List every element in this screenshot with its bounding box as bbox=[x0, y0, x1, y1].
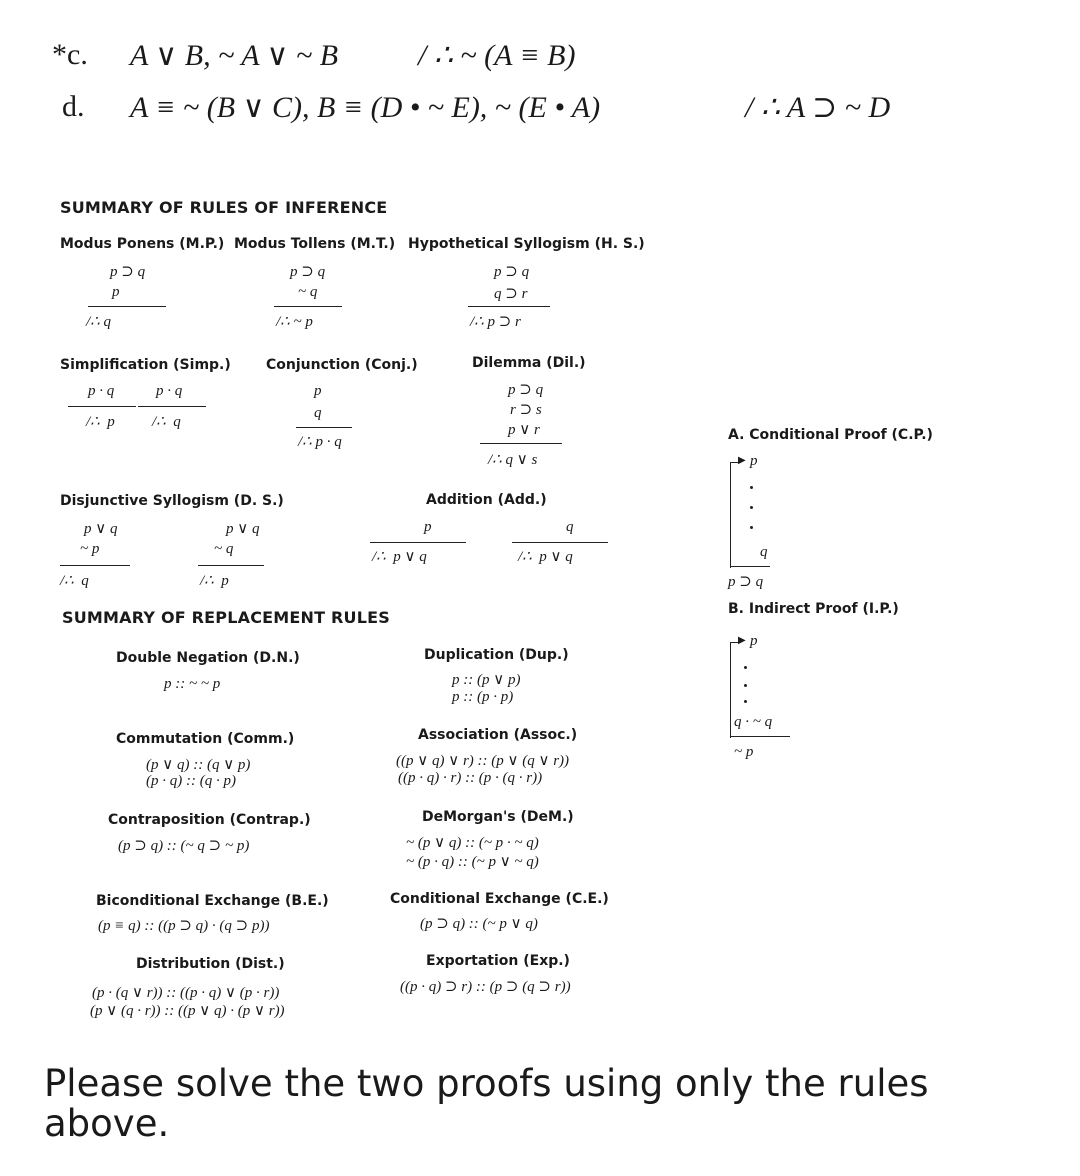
add-a-line1: p bbox=[424, 519, 432, 535]
disjunctive-syllogism-name: Disjunctive Syllogism (D. S.) bbox=[60, 493, 284, 509]
problem-d-premises: A ≡ ~ (B ∨ C), B ≡ (D • ~ E), ~ (E • A) bbox=[130, 91, 601, 124]
dem-formula1: ~ (p ∨ q) :: (~ p · ~ q) bbox=[406, 835, 539, 851]
cp-arrow-head-icon: ▶ bbox=[738, 455, 746, 466]
conj-rule-line bbox=[296, 427, 352, 428]
ip-last-line: q · ~ q bbox=[734, 714, 773, 730]
ip-assumption: p bbox=[750, 633, 758, 649]
cp-assumption: p bbox=[750, 453, 758, 469]
hs-line2: q ⊃ r bbox=[494, 286, 528, 302]
assoc-formula2: ((p · q) · r) :: (p · (q · r)) bbox=[398, 770, 543, 786]
dem-formula2: ~ (p · q) :: (~ p ∨ ~ q) bbox=[406, 854, 539, 870]
dn-formula: p :: ~ ~ p bbox=[164, 676, 221, 692]
dup-formula1: p :: (p ∨ p) bbox=[452, 672, 521, 688]
simp-b-conclusion: /∴ q bbox=[152, 414, 181, 430]
mt-line1: p ⊃ q bbox=[290, 264, 326, 280]
comm-formula1: (p ∨ q) :: (q ∨ p) bbox=[146, 757, 251, 773]
ds-b-line2: ~ q bbox=[214, 541, 234, 557]
hs-conclusion: /∴ p ⊃ r bbox=[470, 314, 521, 330]
cp-dot-3 bbox=[750, 526, 753, 529]
mt-line2: ~ q bbox=[298, 284, 318, 300]
be-formula: (p ≡ q) :: ((p ⊃ q) · (q ⊃ p)) bbox=[98, 918, 270, 934]
biconditional-exchange-name: Biconditional Exchange (B.E.) bbox=[96, 893, 329, 909]
dist-formula1: (p · (q ∨ r)) :: ((p · q) ∨ (p · r)) bbox=[92, 985, 280, 1001]
duplication-name: Duplication (Dup.) bbox=[424, 647, 569, 663]
simp-a-rule-line bbox=[68, 406, 136, 407]
ip-close-line bbox=[730, 736, 790, 737]
dil-rule-line bbox=[480, 443, 562, 444]
replacement-section-title: SUMMARY OF REPLACEMENT RULES bbox=[62, 608, 390, 627]
assoc-formula1: ((p ∨ q) ∨ r) :: (p ∨ (q ∨ r)) bbox=[396, 753, 570, 769]
distribution-name: Distribution (Dist.) bbox=[136, 956, 285, 972]
problem-c-label: *c. bbox=[52, 38, 88, 71]
conditional-proof-title: A. Conditional Proof (C.P.) bbox=[728, 427, 933, 443]
add-a-conclusion: /∴ p ∨ q bbox=[372, 549, 427, 565]
conjunction-name: Conjunction (Conj.) bbox=[266, 357, 418, 373]
contrap-formula: (p ⊃ q) :: (~ q ⊃ ~ p) bbox=[118, 838, 250, 854]
dil-conclusion: /∴ q ∨ s bbox=[488, 452, 538, 468]
mt-rule-line bbox=[274, 306, 342, 307]
conj-line1: p bbox=[314, 383, 322, 399]
modus-ponens-name: Modus Ponens (M.P.) bbox=[60, 236, 225, 252]
addition-name: Addition (Add.) bbox=[426, 492, 547, 508]
simplification-name: Simplification (Simp.) bbox=[60, 357, 231, 373]
ip-dot-3 bbox=[744, 700, 747, 703]
cp-close-line bbox=[730, 566, 770, 567]
ds-a-line1: p ∨ q bbox=[84, 521, 118, 537]
simp-b-line1: p · q bbox=[156, 383, 183, 399]
commutation-name: Commutation (Comm.) bbox=[116, 731, 295, 747]
ds-b-line1: p ∨ q bbox=[226, 521, 260, 537]
exportation-name: Exportation (Exp.) bbox=[426, 953, 570, 969]
double-negation-name: Double Negation (D.N.) bbox=[116, 650, 300, 666]
inference-section-title: SUMMARY OF RULES OF INFERENCE bbox=[60, 198, 388, 217]
cp-result: p ⊃ q bbox=[728, 574, 764, 590]
simp-a-line1: p · q bbox=[88, 383, 115, 399]
dup-formula2: p :: (p · p) bbox=[452, 689, 514, 705]
ip-result: ~ p bbox=[734, 744, 754, 760]
mp-line1: p ⊃ q bbox=[110, 264, 146, 280]
hs-rule-line bbox=[468, 306, 550, 307]
association-name: Association (Assoc.) bbox=[418, 727, 578, 743]
ip-scope-line bbox=[730, 642, 731, 738]
cp-dot-2 bbox=[750, 506, 753, 509]
add-b-conclusion: /∴ p ∨ q bbox=[518, 549, 573, 565]
dil-line1: p ⊃ q bbox=[508, 382, 544, 398]
hypothetical-syllogism-name: Hypothetical Syllogism (H. S.) bbox=[408, 236, 645, 252]
mp-line2: p bbox=[112, 284, 120, 300]
add-b-line1: q bbox=[566, 519, 574, 535]
dist-formula2: (p ∨ (q · r)) :: ((p ∨ q) · (p ∨ r)) bbox=[90, 1003, 285, 1019]
request-text: Please solve the two proofs using only the rules above. bbox=[44, 1062, 929, 1145]
problem-c-premises: A ∨ B, ~ A ∨ ~ B bbox=[130, 39, 339, 72]
cp-scope-line bbox=[730, 462, 731, 568]
dilemma-name: Dilemma (Dil.) bbox=[472, 355, 586, 371]
cp-last-line: q bbox=[760, 544, 768, 560]
problem-d-label: d. bbox=[62, 90, 85, 123]
ip-arrow-head-icon: ▶ bbox=[738, 635, 746, 646]
demorgans-name: DeMorgan's (DeM.) bbox=[422, 809, 574, 825]
comm-formula2: (p · q) :: (q · p) bbox=[146, 773, 236, 789]
indirect-proof-title: B. Indirect Proof (I.P.) bbox=[728, 601, 899, 617]
mp-rule-line bbox=[88, 306, 166, 307]
ce-formula: (p ⊃ q) :: (~ p ∨ q) bbox=[420, 916, 538, 932]
dil-line3: p ∨ r bbox=[508, 422, 540, 438]
modus-tollens-name: Modus Tollens (M.T.) bbox=[234, 236, 396, 252]
simp-a-conclusion: /∴ p bbox=[86, 414, 115, 430]
ip-dot-1 bbox=[744, 666, 747, 669]
ds-b-rule-line bbox=[198, 565, 264, 566]
hs-line1: p ⊃ q bbox=[494, 264, 530, 280]
dil-line2: r ⊃ s bbox=[510, 402, 542, 418]
ds-b-conclusion: /∴ p bbox=[200, 573, 229, 589]
simp-b-rule-line bbox=[138, 406, 206, 407]
cp-dot-1 bbox=[750, 486, 753, 489]
ds-a-rule-line bbox=[60, 565, 130, 566]
add-a-rule-line bbox=[370, 542, 466, 543]
ds-a-conclusion: /∴ q bbox=[60, 573, 89, 589]
ds-a-line2: ~ p bbox=[80, 541, 100, 557]
conj-conclusion: /∴ p · q bbox=[298, 434, 342, 450]
problem-c-conclusion: / ∴ ~ (A ≡ B) bbox=[418, 39, 576, 72]
conditional-exchange-name: Conditional Exchange (C.E.) bbox=[390, 891, 609, 907]
mt-conclusion: /∴ ~ p bbox=[276, 314, 313, 330]
add-b-rule-line bbox=[512, 542, 608, 543]
contraposition-name: Contraposition (Contrap.) bbox=[108, 812, 311, 828]
exp-formula: ((p · q) ⊃ r) :: (p ⊃ (q ⊃ r)) bbox=[400, 979, 571, 995]
mp-conclusion: /∴ q bbox=[86, 314, 111, 330]
conj-line2: q bbox=[314, 405, 322, 421]
ip-dot-2 bbox=[744, 684, 747, 687]
problem-d-conclusion: / ∴ A ⊃ ~ D bbox=[745, 91, 891, 124]
